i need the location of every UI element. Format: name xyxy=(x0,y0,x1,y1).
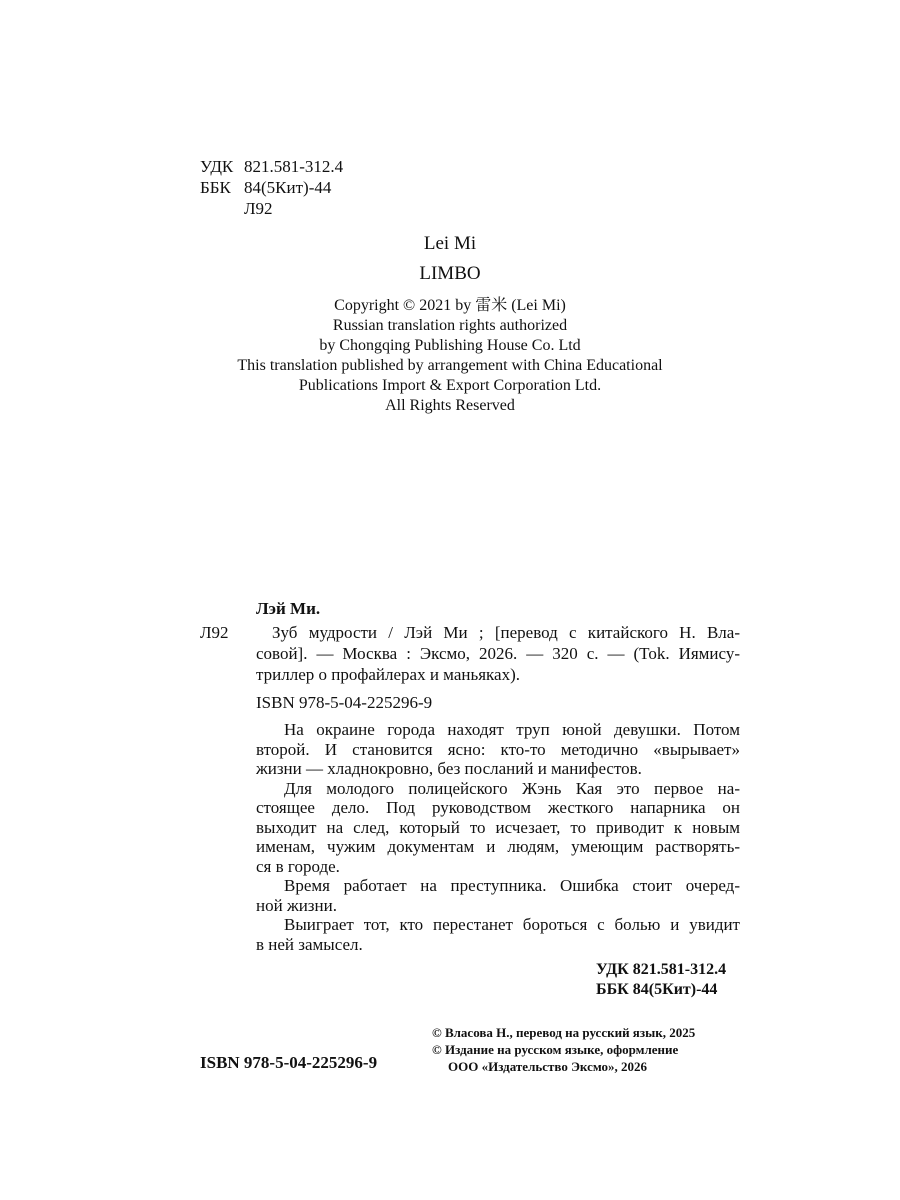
classification-top xyxy=(200,156,343,219)
original-author: Lei Mi xyxy=(423,233,477,254)
bbk-bottom: ББК 84(5Кит)-44 xyxy=(596,981,718,998)
bbk-value: 84(5Кит)-44 xyxy=(244,178,332,197)
classification-bottom xyxy=(596,960,726,1000)
rights-line: This translation published by arrangement with China Educational xyxy=(237,357,663,374)
bib-author-mark: Л92 xyxy=(200,623,229,642)
copyright-edition: © Издание на русском языке, оформление xyxy=(432,1042,679,1057)
udk-bottom: УДК 821.581-312.4 xyxy=(596,961,727,978)
copyright-block xyxy=(432,1024,695,1075)
annotation-line: стоящее дело. Под руководством жесткого напарника он xyxy=(256,798,740,817)
annotation-line: именам, чужим документам и людям, умеющим растворять- xyxy=(256,837,740,856)
annotation-line: На окраине города находят труп юной девушки. Потом xyxy=(284,720,740,739)
udk-row xyxy=(200,156,343,177)
annotation xyxy=(256,720,740,954)
bib-description-line: Зуб мудрости / Лэй Ми ; [перевод с китайского Н. Вла- xyxy=(272,623,740,642)
rights-line: Russian translation rights authorized xyxy=(332,317,568,334)
udk-label: УДК xyxy=(200,157,234,176)
annotation-line: Выиграет тот, кто перестанет бороться с болью и увидит xyxy=(284,915,740,934)
bib-author-heading: Лэй Ми. xyxy=(256,599,321,618)
copyright-translation: © Власова Н., перевод на русский язык, 2025 xyxy=(432,1025,696,1040)
annotation-line: жизни — хладнокровно, без посланий и манифестов. xyxy=(256,759,642,778)
rights-line: All Rights Reserved xyxy=(385,397,515,414)
bbk-row xyxy=(200,177,343,198)
annotation-line: второй. И становится ясно: кто-то методично «вырывает» xyxy=(256,739,740,759)
rights-block xyxy=(0,296,900,416)
original-title: LIMBO xyxy=(419,263,481,284)
bib-description-line: совой]. — Москва : Эксмо, 2026. — 320 с. — (Tok. Иямису- xyxy=(256,644,740,663)
annotation-line: ся в городе. xyxy=(256,856,340,876)
bib-isbn: ISBN 978-5-04-225296-9 xyxy=(256,693,433,712)
annotation-line: Для молодого полицейского Жэнь Кая это первое на- xyxy=(284,778,740,798)
annotation-line: ной жизни. xyxy=(256,895,337,915)
annotation-line: Время работает на преступника. Ошибка стоит очеред- xyxy=(284,876,740,895)
copyright-publisher: ООО «Издательство Эксмо», 2026 xyxy=(448,1059,648,1074)
bib-description xyxy=(256,622,740,685)
udk-value: 821.581-312.4 xyxy=(244,157,344,176)
author-mark: Л92 xyxy=(244,199,273,218)
rights-line: by Chongqing Publishing House Co. Ltd xyxy=(319,337,581,354)
bib-description-line: триллер о профайлерах и маньяках). xyxy=(256,665,520,684)
bbk-label: ББК xyxy=(200,178,231,197)
annotation-line: выходит на след, который то исчезает, то приводит к новым xyxy=(256,817,740,837)
isbn-bottom: ISBN 978-5-04-225296-9 xyxy=(200,1053,378,1072)
annotation-line: в ней замысел. xyxy=(256,934,363,954)
rights-line: Publications Import & Export Corporation Ltd. xyxy=(298,377,602,394)
rights-line: Copyright © 2021 by 雷米 (Lei Mi) xyxy=(334,297,566,314)
